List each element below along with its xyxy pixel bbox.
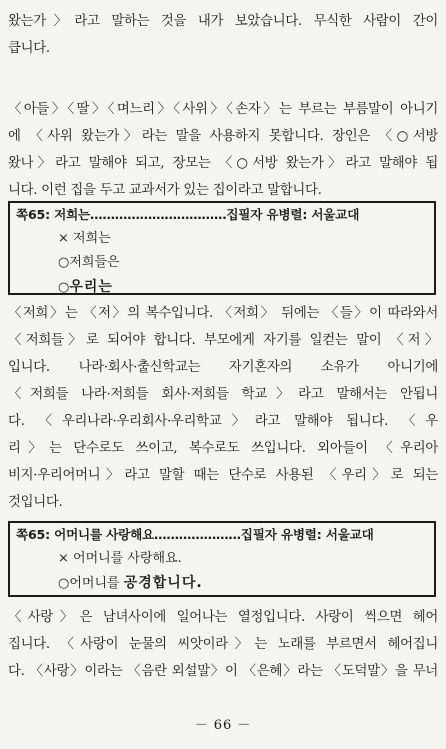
page-number: － 66 － [194, 718, 252, 733]
text-line: 왔나〉라고 말해야 되고, 장모는 〈○서방 왔는가〉라고 말해야 됩 [8, 156, 438, 171]
text-line: 큽니다. [8, 41, 50, 56]
text-line: 왔는가〉라고 말하는 것을 내가 보았습니다. 무식한 사람이 간이 [8, 14, 438, 29]
text-line: 〈저희〉는 〈저〉의 복수입니다. 〈저희〉 뒤에는 〈들〉이 따라와서 [8, 306, 438, 321]
text-line: 비지·우리어머니〉라고 말할 때는 단수로 사용된 〈우리〉로 되는 [8, 468, 438, 483]
text-line: 니다. 이런 집을 두고 교과서가 있는 집이라고 말합니다. [8, 183, 322, 198]
text-line: 〈저희들〉로 되어야 합니다. 부모에게 자기를 일컫는 말이 〈저〉 [8, 333, 438, 348]
correction-box-sarang [8, 521, 436, 597]
text-line: 〈아들〉〈딸〉〈며느리〉〈사위〉〈손자〉는 부르는 부름말이 아니기 [8, 102, 438, 117]
paragraph-love [8, 604, 438, 685]
correct-prefix: ○어머니를 [58, 576, 124, 591]
paragraph-uri [8, 300, 438, 516]
correct-emphasis: 공경합니다. [123, 575, 203, 591]
text-line: 다. 〈우리나라·우리회사·우리학교〉라고 말해야 됩니다. 〈우 [8, 414, 438, 429]
text-line: 〈저희들 나라·저희들 회사·저희들 학교〉라고 말해서는 안됩니 [8, 387, 438, 402]
box-heading: 쪽65: 저희는……………………………집필자 유병렬: 서울교대 [16, 207, 360, 222]
text-line: 입니다. 나라·회사·출신학교는 자기혼자의 소유가 아니기에 [8, 360, 438, 375]
correct-example [10, 275, 434, 299]
correct-mark: ○ [58, 280, 70, 295]
correction-box-jeohui [8, 201, 436, 295]
wrong-example: × 어머니를 사랑해요. [58, 551, 182, 566]
box-heading: 쪽65: 어머니를 사랑해요…………………집필자 유병렬: 서울교대 [16, 527, 374, 542]
correct-example [10, 571, 434, 595]
text-line: 다. 〈사랑〉이라는 〈음란 외설말〉이 〈은혜〉라는 〈도덕말〉을 무너 [8, 664, 438, 679]
alternative-example: ○저희들은 [58, 255, 120, 270]
text-line: 것입니다. [8, 495, 63, 510]
correct-emphasis: 우리는 [69, 279, 113, 295]
text-line: 집니다. 〈사랑이 눈물의 씨앗이라〉는 노래를 부르면서 헤어집니 [8, 637, 438, 652]
wrong-example: × 저희는 [58, 231, 111, 246]
text-line: 에 〈사위 왔는가〉라는 말을 사용하지 못합니다. 장인은 〈○서방 [8, 129, 438, 144]
text-line: 〈사랑〉은 남녀사이에 일어나는 열정입니다. 사랑이 씩으면 헤어 [8, 610, 438, 625]
paragraph-intro [8, 8, 438, 62]
text-line: 리〉는 단수로도 쓰이고, 복수로도 쓰입니다. 외아들이 〈우리아 [8, 441, 438, 456]
paragraph-address-terms [8, 96, 438, 204]
